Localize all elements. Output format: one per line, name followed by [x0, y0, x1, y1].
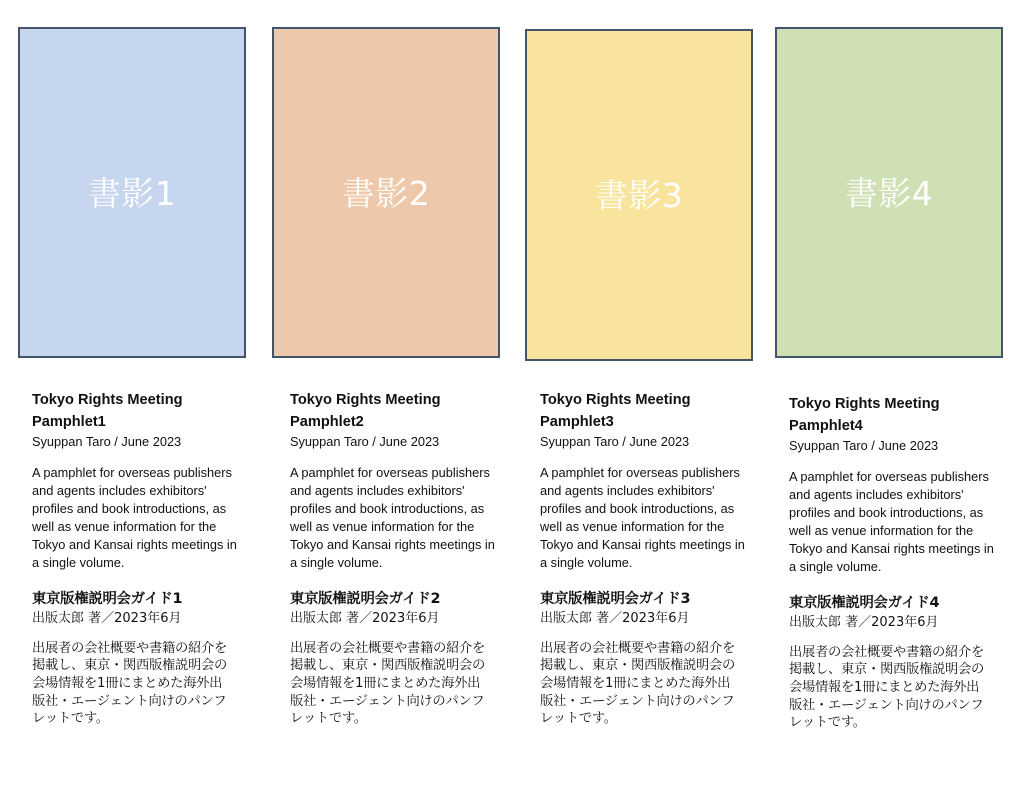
cover-placeholder-label: 書影1 [87, 173, 177, 213]
book-author-date-en: Syuppan Taro / June 2023 [789, 438, 939, 453]
book-description-ja: 出展者の会社概要や書籍の紹介を掲載し、東京・関西版権説明会の会場情報を1冊にまとめた海外出版社・エージェント向けのパンフレットです。 [290, 640, 485, 727]
book-info-2 [290, 389, 500, 728]
book-title-ja[interactable]: 東京版権説明会ガイド3 [540, 590, 691, 607]
book-cover-2[interactable] [272, 27, 500, 358]
book-cover-4[interactable] [775, 27, 1003, 358]
book-description-en: A pamphlet for overseas publishers and agents includes exhibitors' profiles and book introductions, as well as venue information for the Tokyo and Kansai rights meetings in a single volume. [32, 465, 237, 571]
book-description-en: A pamphlet for overseas publishers and agents includes exhibitors' profiles and book introductions, as well as venue information for the Tokyo and Kansai rights meetings in a single volume. [789, 469, 994, 575]
book-info-3 [540, 389, 750, 728]
book-title-ja[interactable]: 東京版権説明会ガイド4 [789, 594, 940, 611]
book-title-en[interactable]: Tokyo Rights Meeting Pamphlet1 [32, 392, 183, 430]
book-info-4 [789, 393, 999, 732]
book-title-ja[interactable]: 東京版権説明会ガイド1 [32, 590, 183, 607]
book-title-en[interactable]: Tokyo Rights Meeting Pamphlet2 [290, 392, 441, 430]
book-description-en: A pamphlet for overseas publishers and agents includes exhibitors' profiles and book introductions, as well as venue information for the Tokyo and Kansai rights meetings in a single volume. [290, 465, 495, 571]
book-cover-1[interactable] [18, 27, 246, 358]
cover-placeholder-label: 書影2 [341, 173, 431, 213]
book-author-date-ja: 出版太郎 著／2023年6月 [540, 610, 690, 626]
cover-placeholder-label: 書影4 [844, 173, 934, 213]
book-title-ja[interactable]: 東京版権説明会ガイド2 [290, 590, 441, 607]
book-author-date-ja: 出版太郎 著／2023年6月 [290, 610, 440, 626]
book-author-date-ja: 出版太郎 著／2023年6月 [789, 614, 939, 630]
book-description-en: A pamphlet for overseas publishers and agents includes exhibitors' profiles and book introductions, as well as venue information for the Tokyo and Kansai rights meetings in a single volume. [540, 465, 745, 571]
book-author-date-en: Syuppan Taro / June 2023 [540, 434, 690, 449]
book-author-date-en: Syuppan Taro / June 2023 [290, 434, 440, 449]
book-cover-3[interactable] [525, 29, 753, 361]
book-title-en[interactable]: Tokyo Rights Meeting Pamphlet4 [789, 396, 940, 434]
book-info-1 [32, 389, 242, 728]
book-description-ja: 出展者の会社概要や書籍の紹介を掲載し、東京・関西版権説明会の会場情報を1冊にまとめた海外出版社・エージェント向けのパンフレットです。 [789, 644, 984, 731]
book-author-date-en: Syuppan Taro / June 2023 [32, 434, 182, 449]
book-title-en[interactable]: Tokyo Rights Meeting Pamphlet3 [540, 392, 691, 430]
book-author-date-ja: 出版太郎 著／2023年6月 [32, 610, 182, 626]
book-description-ja: 出展者の会社概要や書籍の紹介を掲載し、東京・関西版権説明会の会場情報を1冊にまとめた海外出版社・エージェント向けのパンフレットです。 [32, 640, 227, 727]
cover-placeholder-label: 書影3 [594, 176, 684, 215]
book-description-ja: 出展者の会社概要や書籍の紹介を掲載し、東京・関西版権説明会の会場情報を1冊にまとめた海外出版社・エージェント向けのパンフレットです。 [540, 640, 735, 727]
